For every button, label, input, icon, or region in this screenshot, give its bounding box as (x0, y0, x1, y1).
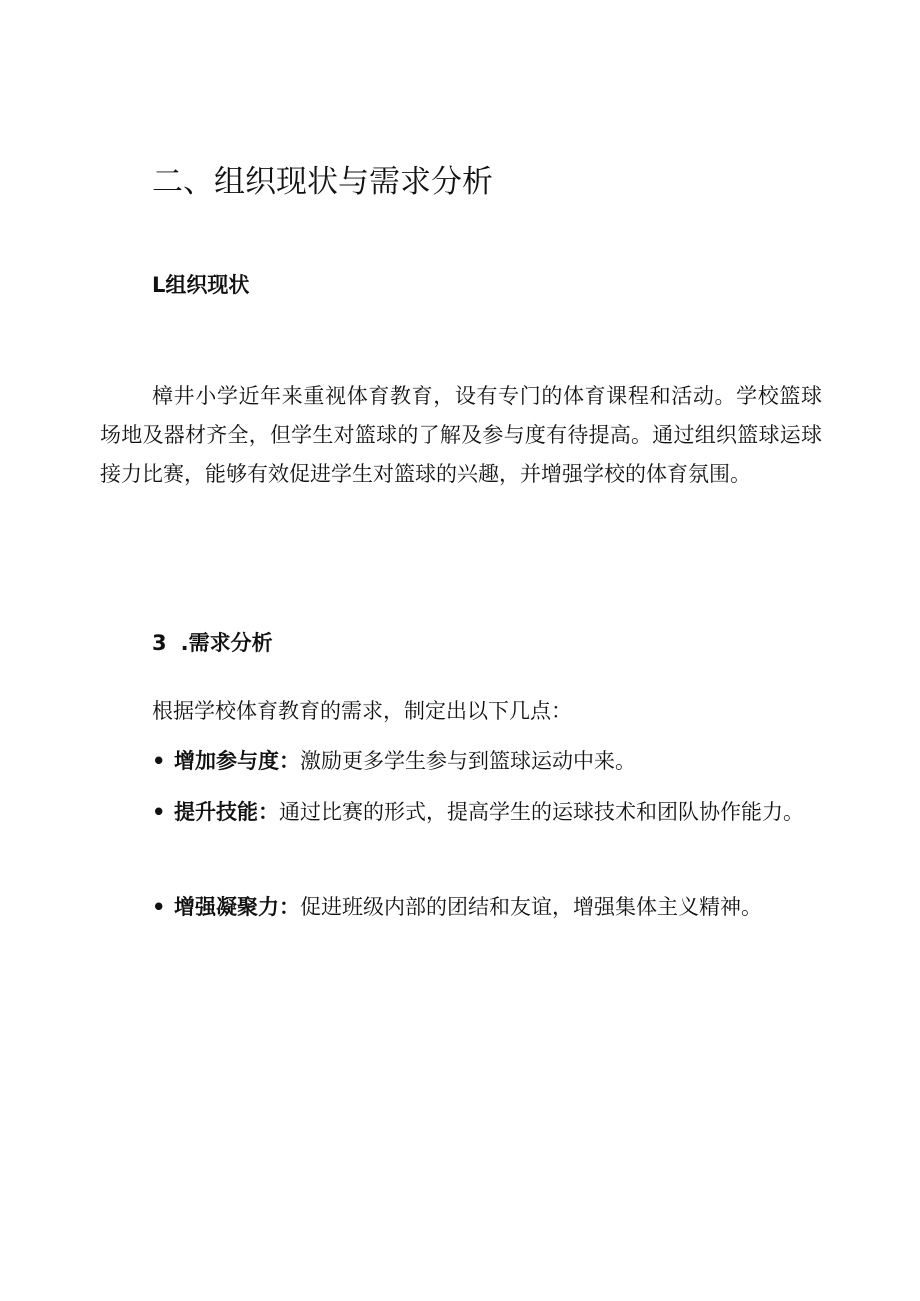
status-paragraph: 樟井小学近年来重视体育教育，设有专门的体育课程和活动。学校篮球场地及器材齐全，但学生对篮球的了解及参与度有待提高。通过组织篮球运球接力比赛，能够有效促进学生对篮球的兴趣，并增强学校的体育氛围。 (100, 384, 822, 486)
bullet-icon: • (152, 749, 166, 773)
list-item-text: 激励更多学生参与到篮球运动中来。 (300, 749, 636, 773)
list-item (100, 885, 822, 929)
section-title: 二、组织现状与需求分析 (152, 164, 493, 200)
subsection-heading-status: L组织现状 (152, 273, 250, 297)
subsection-heading-text: .需求分析 (180, 631, 273, 655)
list-item (100, 739, 822, 783)
list-item (100, 790, 822, 834)
list-item-term: 提升技能： (174, 800, 279, 824)
list-item-text: 促进班级内部的团结和友谊，增强集体主义精神。 (300, 895, 762, 919)
bullet-icon: • (152, 895, 166, 919)
subsection-heading-needs (152, 628, 273, 658)
list-item-text: 通过比赛的形式，提高学生的运球技术和团队协作能力。 (279, 800, 804, 824)
list-item-term: 增强凝聚力： (174, 895, 300, 919)
bullet-icon: • (152, 800, 166, 824)
subsection-number: 3 (152, 631, 167, 655)
needs-intro: 根据学校体育教育的需求，制定出以下几点： (152, 699, 572, 723)
list-item-term: 增加参与度： (174, 749, 300, 773)
